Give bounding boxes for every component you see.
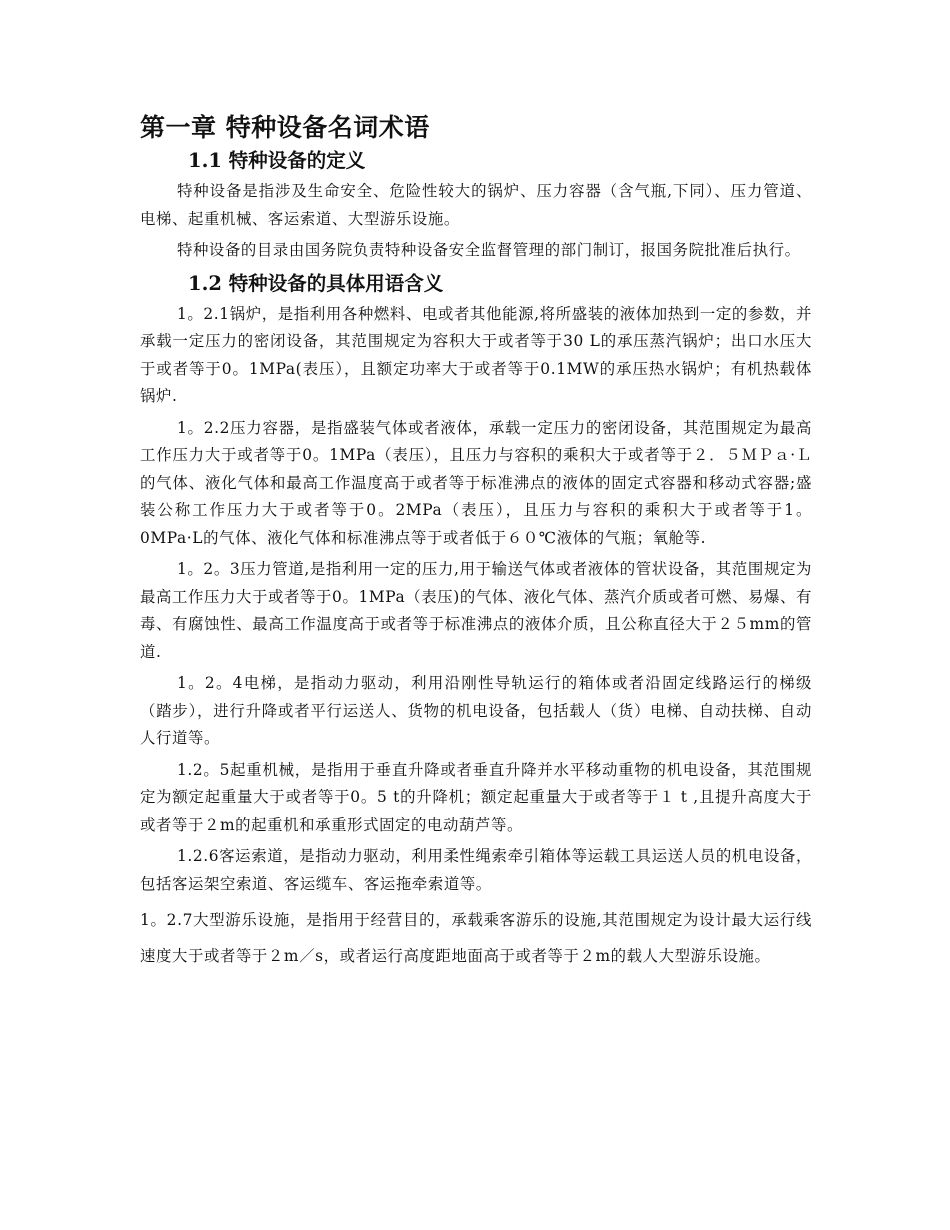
paragraph-definition: 特种设备是指涉及生命安全、危险性较大的锅炉、压力容器（含气瓶,下同）、压力管道、电梯、起重机械、客运索道、大型游乐设施。	[140, 182, 812, 228]
paragraph-pressure-vessel: 1。2.2压力容器，是指盛装气体或者液体，承载一定压力的密闭设备，其范围规定为最高工作压力大于或者等于0。1MPa（表压），且压力与容积的乘积大于或者等于２．５ＭＰａ·Ｌ的气体、液化气体和最高工作温度高于或者等于标准沸点的液体的固定式容器和移动式容器;盛装公称工作压力大于或者等于0。2MPa（表压），且压力与容积的乘积大于或者等于1。0MPa·L的气体、液化气体和标准沸点等于或者低于６０℃液体的气瓶；氧舱等.	[140, 418, 812, 547]
section-heading-1-2: 1.2 特种设备的具体用语含义	[188, 271, 444, 295]
paragraph-crane: 1.2。5起重机械，是指用于垂直升降或者垂直升降并水平移动重物的机电设备，其范围规定为额定起重量大于或者等于0。5 t的升降机；额定起重量大于或者等于１ t ,且提升高度大于或者等于２m的起重机和承重形式固定的电动葫芦等。	[140, 760, 812, 834]
paragraph-boiler: 1。2.1锅炉，是指利用各种燃料、电或者其他能源,将所盛装的液体加热到一定的参数，并承载一定压力的密闭设备，其范围规定为容积大于或者等于30 L的承压蒸汽锅炉；出口水压大于或者等于0。1MPa(表压），且额定功率大于或者等于0.1MW的承压热水锅炉；有机热载体锅炉.	[140, 304, 812, 405]
chapter-title: 第一章 特种设备名词术语	[140, 113, 430, 142]
paragraph-pressure-pipe: 1。2。3压力管道,是指利用一定的压力,用于输送气体或者液体的管状设备，其范围规定为最高工作压力大于或者等于0。1MPa（表压)的气体、液化气体、蒸汽介质或者可燃、易爆、有毒、有腐蚀性、最高工作温度高于或者等于标准沸点的液体介质，且公称直径大于２５mm的管道.	[140, 560, 812, 661]
document-page	[140, 110, 812, 974]
section-heading-1-1: 1.1 特种设备的定义	[188, 149, 366, 172]
paragraph-elevator: 1。2。4电梯，是指动力驱动，利用沿刚性导轨运行的箱体或者沿固定线路运行的梯级（踏步），进行升降或者平行运送人、货物的机电设备，包括载人（货）电梯、自动扶梯、自动人行道等。	[140, 674, 812, 747]
paragraph-amusement-facility: 1。2.7大型游乐设施，是指用于经营目的，承载乘客游乐的设施,其范围规定为设计最大运行线速度大于或者等于２m／s，或者运行高度距地面高于或者等于２m的载人大型游乐设施。	[140, 911, 812, 965]
paragraph-ropeway: 1.2.6客运索道，是指动力驱动，利用柔性绳索牵引箱体等运载工具运送人员的机电设备，包括客运架空索道、客运缆车、客运拖牵索道等。	[140, 847, 812, 893]
paragraph-catalog: 特种设备的目录由国务院负责特种设备安全监督管理的部门制订，报国务院批准后执行。	[176, 241, 801, 259]
